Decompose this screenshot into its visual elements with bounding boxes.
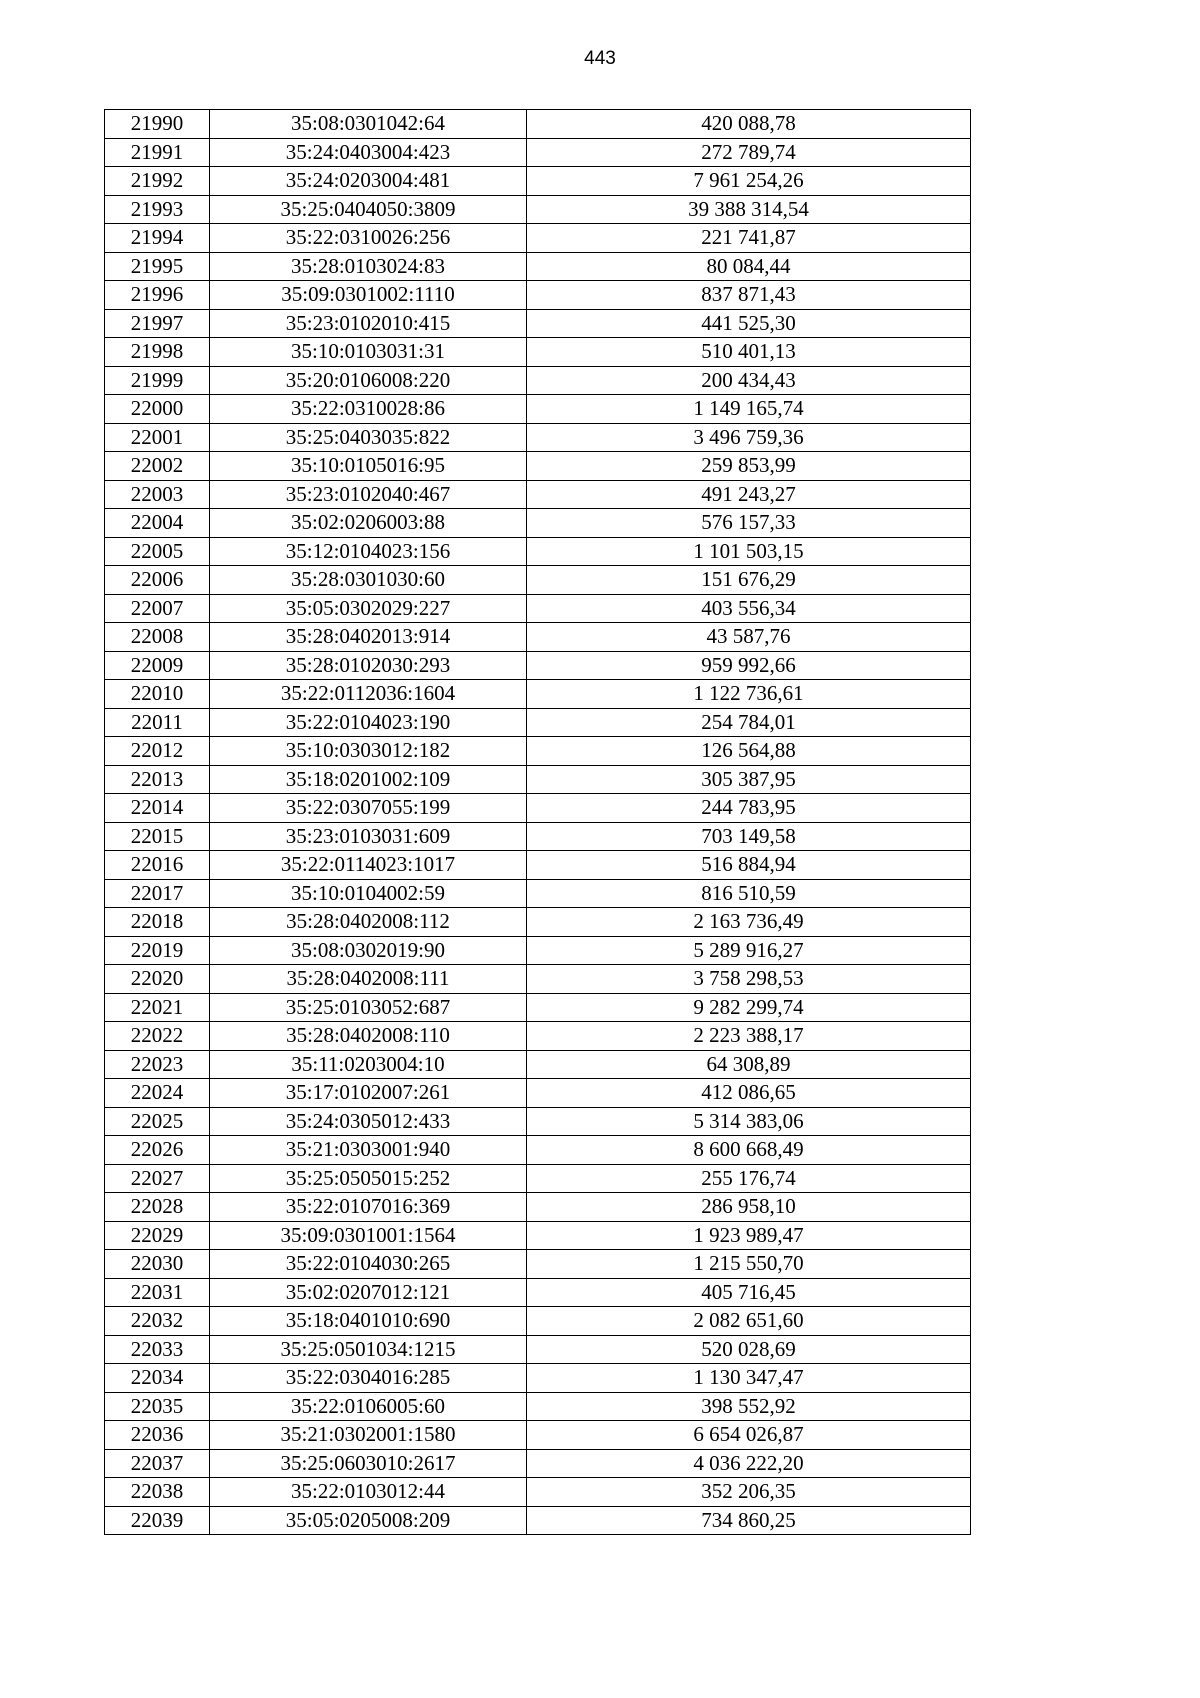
row-number-cell: 22010 — [105, 680, 210, 709]
cadastral-number-cell: 35:25:0501034:1215 — [210, 1335, 527, 1364]
table-row — [105, 1506, 971, 1535]
table-row — [105, 1392, 971, 1421]
cadastral-number-cell: 35:02:0206003:88 — [210, 509, 527, 538]
table-row — [105, 338, 971, 367]
table-row — [105, 879, 971, 908]
cadastral-value-cell: 3 496 759,36 — [527, 423, 971, 452]
row-number-cell: 22024 — [105, 1079, 210, 1108]
row-number-cell: 21990 — [105, 110, 210, 139]
table-row — [105, 1050, 971, 1079]
cadastral-value-cell: 352 206,35 — [527, 1478, 971, 1507]
page-number: 443 — [584, 48, 616, 69]
row-number-cell: 21995 — [105, 252, 210, 281]
cadastral-number-cell: 35:22:0307055:199 — [210, 794, 527, 823]
cadastral-number-cell: 35:28:0102030:293 — [210, 651, 527, 680]
row-number-cell: 22005 — [105, 537, 210, 566]
cadastral-number-cell: 35:28:0402008:111 — [210, 965, 527, 994]
row-number-cell: 22021 — [105, 993, 210, 1022]
cadastral-value-cell: 272 789,74 — [527, 138, 971, 167]
row-number-cell: 22017 — [105, 879, 210, 908]
row-number-cell: 22006 — [105, 566, 210, 595]
cadastral-value-cell: 1 923 989,47 — [527, 1221, 971, 1250]
row-number-cell: 22034 — [105, 1364, 210, 1393]
cadastral-number-cell: 35:22:0114023:1017 — [210, 851, 527, 880]
table-row — [105, 965, 971, 994]
row-number-cell: 22038 — [105, 1478, 210, 1507]
cadastral-number-cell: 35:10:0303012:182 — [210, 737, 527, 766]
row-number-cell: 22004 — [105, 509, 210, 538]
table-row — [105, 1221, 971, 1250]
table-row — [105, 110, 971, 139]
table-row — [105, 452, 971, 481]
cadastral-number-cell: 35:25:0404050:3809 — [210, 195, 527, 224]
cadastral-number-cell: 35:22:0304016:285 — [210, 1364, 527, 1393]
table-row — [105, 566, 971, 595]
row-number-cell: 22033 — [105, 1335, 210, 1364]
cadastral-number-cell: 35:24:0403004:423 — [210, 138, 527, 167]
table-row — [105, 765, 971, 794]
cadastral-number-cell: 35:21:0303001:940 — [210, 1136, 527, 1165]
cadastral-value-cell: 398 552,92 — [527, 1392, 971, 1421]
cadastral-number-cell: 35:25:0403035:822 — [210, 423, 527, 452]
cadastral-value-cell: 255 176,74 — [527, 1164, 971, 1193]
cadastral-number-cell: 35:22:0103012:44 — [210, 1478, 527, 1507]
cadastral-number-cell: 35:10:0104002:59 — [210, 879, 527, 908]
table-row — [105, 309, 971, 338]
row-number-cell: 22000 — [105, 395, 210, 424]
row-number-cell: 22008 — [105, 623, 210, 652]
cadastral-number-cell: 35:22:0106005:60 — [210, 1392, 527, 1421]
cadastral-value-cell: 816 510,59 — [527, 879, 971, 908]
cadastral-value-cell: 734 860,25 — [527, 1506, 971, 1535]
row-number-cell: 22014 — [105, 794, 210, 823]
row-number-cell: 22022 — [105, 1022, 210, 1051]
row-number-cell: 21997 — [105, 309, 210, 338]
cadastral-value-cell: 80 084,44 — [527, 252, 971, 281]
table-row — [105, 1164, 971, 1193]
table-row — [105, 224, 971, 253]
row-number-cell: 22032 — [105, 1307, 210, 1336]
cadastral-value-cell: 520 028,69 — [527, 1335, 971, 1364]
table-row — [105, 1307, 971, 1336]
row-number-cell: 21999 — [105, 366, 210, 395]
table-row — [105, 822, 971, 851]
row-number-cell: 22009 — [105, 651, 210, 680]
row-number-cell: 22030 — [105, 1250, 210, 1279]
row-number-cell: 22001 — [105, 423, 210, 452]
cadastral-value-cell: 441 525,30 — [527, 309, 971, 338]
row-number-cell: 22039 — [105, 1506, 210, 1535]
table-row — [105, 1449, 971, 1478]
row-number-cell: 21992 — [105, 167, 210, 196]
cadastral-value-cell: 2 082 651,60 — [527, 1307, 971, 1336]
cadastral-value-cell: 221 741,87 — [527, 224, 971, 253]
cadastral-value-cell: 403 556,34 — [527, 594, 971, 623]
row-number-cell: 22037 — [105, 1449, 210, 1478]
row-number-cell: 22029 — [105, 1221, 210, 1250]
cadastral-value-cell: 200 434,43 — [527, 366, 971, 395]
table-row — [105, 480, 971, 509]
row-number-cell: 22015 — [105, 822, 210, 851]
cadastral-value-cell: 5 314 383,06 — [527, 1107, 971, 1136]
row-number-cell: 22027 — [105, 1164, 210, 1193]
cadastral-value-cell: 510 401,13 — [527, 338, 971, 367]
row-number-cell: 22023 — [105, 1050, 210, 1079]
cadastral-number-cell: 35:23:0102040:467 — [210, 480, 527, 509]
cadastral-number-cell: 35:23:0102010:415 — [210, 309, 527, 338]
cadastral-value-cell: 6 654 026,87 — [527, 1421, 971, 1450]
table-row — [105, 366, 971, 395]
cadastral-number-cell: 35:18:0201002:109 — [210, 765, 527, 794]
cadastral-number-cell: 35:20:0106008:220 — [210, 366, 527, 395]
table-row — [105, 1022, 971, 1051]
table-row — [105, 1079, 971, 1108]
table-row — [105, 908, 971, 937]
row-number-cell: 21991 — [105, 138, 210, 167]
row-number-cell: 21998 — [105, 338, 210, 367]
row-number-cell: 22035 — [105, 1392, 210, 1421]
cadastral-number-cell: 35:22:0104030:265 — [210, 1250, 527, 1279]
cadastral-value-cell: 126 564,88 — [527, 737, 971, 766]
cadastral-value-cell: 39 388 314,54 — [527, 195, 971, 224]
row-number-cell: 21996 — [105, 281, 210, 310]
cadastral-value-cell: 151 676,29 — [527, 566, 971, 595]
cadastral-value-cell: 1 149 165,74 — [527, 395, 971, 424]
row-number-cell: 22028 — [105, 1193, 210, 1222]
table-row — [105, 281, 971, 310]
cadastral-value-cell: 837 871,43 — [527, 281, 971, 310]
cadastral-number-cell: 35:25:0103052:687 — [210, 993, 527, 1022]
cadastral-value-cell: 405 716,45 — [527, 1278, 971, 1307]
table-row — [105, 1478, 971, 1507]
row-number-cell: 22011 — [105, 708, 210, 737]
cadastral-number-cell: 35:09:0301001:1564 — [210, 1221, 527, 1250]
table-row — [105, 138, 971, 167]
cadastral-number-cell: 35:22:0310028:86 — [210, 395, 527, 424]
table-row — [105, 195, 971, 224]
row-number-cell: 22025 — [105, 1107, 210, 1136]
cadastral-value-cell: 254 784,01 — [527, 708, 971, 737]
cadastral-number-cell: 35:22:0112036:1604 — [210, 680, 527, 709]
cadastral-value-cell: 2 163 736,49 — [527, 908, 971, 937]
table-row — [105, 623, 971, 652]
cadastral-value-cell: 1 215 550,70 — [527, 1250, 971, 1279]
cadastral-value-cell: 7 961 254,26 — [527, 167, 971, 196]
table-row — [105, 252, 971, 281]
table-row — [105, 594, 971, 623]
cadastral-number-cell: 35:10:0105016:95 — [210, 452, 527, 481]
row-number-cell: 22003 — [105, 480, 210, 509]
table-row — [105, 651, 971, 680]
table-row — [105, 1421, 971, 1450]
table-row — [105, 993, 971, 1022]
cadastral-value-cell: 4 036 222,20 — [527, 1449, 971, 1478]
cadastral-value-cell: 1 130 347,47 — [527, 1364, 971, 1393]
cadastral-value-cell: 43 587,76 — [527, 623, 971, 652]
table-row — [105, 395, 971, 424]
table-row — [105, 708, 971, 737]
cadastral-number-cell: 35:12:0104023:156 — [210, 537, 527, 566]
cadastral-value-cell: 1 101 503,15 — [527, 537, 971, 566]
cadastral-number-cell: 35:23:0103031:609 — [210, 822, 527, 851]
cadastral-number-cell: 35:22:0310026:256 — [210, 224, 527, 253]
cadastral-number-cell: 35:18:0401010:690 — [210, 1307, 527, 1336]
row-number-cell: 21994 — [105, 224, 210, 253]
cadastral-value-cell: 703 149,58 — [527, 822, 971, 851]
row-number-cell: 22019 — [105, 936, 210, 965]
table-row — [105, 537, 971, 566]
cadastral-number-cell: 35:28:0402008:112 — [210, 908, 527, 937]
table-row — [105, 1136, 971, 1165]
cadastral-value-cell: 9 282 299,74 — [527, 993, 971, 1022]
cadastral-value-cell: 8 600 668,49 — [527, 1136, 971, 1165]
row-number-cell: 22016 — [105, 851, 210, 880]
row-number-cell: 22012 — [105, 737, 210, 766]
table-row — [105, 1364, 971, 1393]
cadastral-number-cell: 35:24:0305012:433 — [210, 1107, 527, 1136]
cadastral-number-cell: 35:25:0603010:2617 — [210, 1449, 527, 1478]
cadastral-value-cell: 244 783,95 — [527, 794, 971, 823]
table-row — [105, 737, 971, 766]
cadastral-number-cell: 35:21:0302001:1580 — [210, 1421, 527, 1450]
row-number-cell: 22007 — [105, 594, 210, 623]
cadastral-number-cell: 35:02:0207012:121 — [210, 1278, 527, 1307]
cadastral-number-cell: 35:05:0302029:227 — [210, 594, 527, 623]
cadastral-value-cell: 3 758 298,53 — [527, 965, 971, 994]
cadastral-number-cell: 35:25:0505015:252 — [210, 1164, 527, 1193]
cadastral-value-cell: 305 387,95 — [527, 765, 971, 794]
cadastral-value-cell: 516 884,94 — [527, 851, 971, 880]
cadastral-value-cell: 491 243,27 — [527, 480, 971, 509]
row-number-cell: 22002 — [105, 452, 210, 481]
cadastral-value-cell: 420 088,78 — [527, 110, 971, 139]
cadastral-value-cell: 1 122 736,61 — [527, 680, 971, 709]
cadastral-number-cell: 35:17:0102007:261 — [210, 1079, 527, 1108]
cadastral-number-cell: 35:08:0302019:90 — [210, 936, 527, 965]
table-row — [105, 1250, 971, 1279]
cadastral-value-cell: 2 223 388,17 — [527, 1022, 971, 1051]
row-number-cell: 22036 — [105, 1421, 210, 1450]
table-row — [105, 851, 971, 880]
row-number-cell: 21993 — [105, 195, 210, 224]
cadastral-value-cell: 259 853,99 — [527, 452, 971, 481]
cadastral-value-cell: 64 308,89 — [527, 1050, 971, 1079]
cadastral-number-cell: 35:28:0402013:914 — [210, 623, 527, 652]
registry-table-body — [105, 110, 971, 1535]
table-row — [105, 794, 971, 823]
cadastral-number-cell: 35:28:0103024:83 — [210, 252, 527, 281]
table-row — [105, 1335, 971, 1364]
table-row — [105, 167, 971, 196]
cadastral-value-cell: 576 157,33 — [527, 509, 971, 538]
row-number-cell: 22031 — [105, 1278, 210, 1307]
cadastral-number-cell: 35:24:0203004:481 — [210, 167, 527, 196]
table-row — [105, 509, 971, 538]
table-row — [105, 1107, 971, 1136]
row-number-cell: 22026 — [105, 1136, 210, 1165]
cadastral-value-cell: 412 086,65 — [527, 1079, 971, 1108]
registry-table — [104, 109, 971, 1535]
cadastral-number-cell: 35:28:0301030:60 — [210, 566, 527, 595]
row-number-cell: 22013 — [105, 765, 210, 794]
cadastral-number-cell: 35:08:0301042:64 — [210, 110, 527, 139]
table-row — [105, 1278, 971, 1307]
table-row — [105, 936, 971, 965]
cadastral-number-cell: 35:11:0203004:10 — [210, 1050, 527, 1079]
cadastral-number-cell: 35:09:0301002:1110 — [210, 281, 527, 310]
table-row — [105, 680, 971, 709]
cadastral-number-cell: 35:22:0104023:190 — [210, 708, 527, 737]
cadastral-value-cell: 959 992,66 — [527, 651, 971, 680]
cadastral-number-cell: 35:28:0402008:110 — [210, 1022, 527, 1051]
table-row — [105, 423, 971, 452]
row-number-cell: 22018 — [105, 908, 210, 937]
cadastral-number-cell: 35:22:0107016:369 — [210, 1193, 527, 1222]
cadastral-value-cell: 5 289 916,27 — [527, 936, 971, 965]
cadastral-number-cell: 35:05:0205008:209 — [210, 1506, 527, 1535]
row-number-cell: 22020 — [105, 965, 210, 994]
cadastral-number-cell: 35:10:0103031:31 — [210, 338, 527, 367]
cadastral-value-cell: 286 958,10 — [527, 1193, 971, 1222]
table-row — [105, 1193, 971, 1222]
